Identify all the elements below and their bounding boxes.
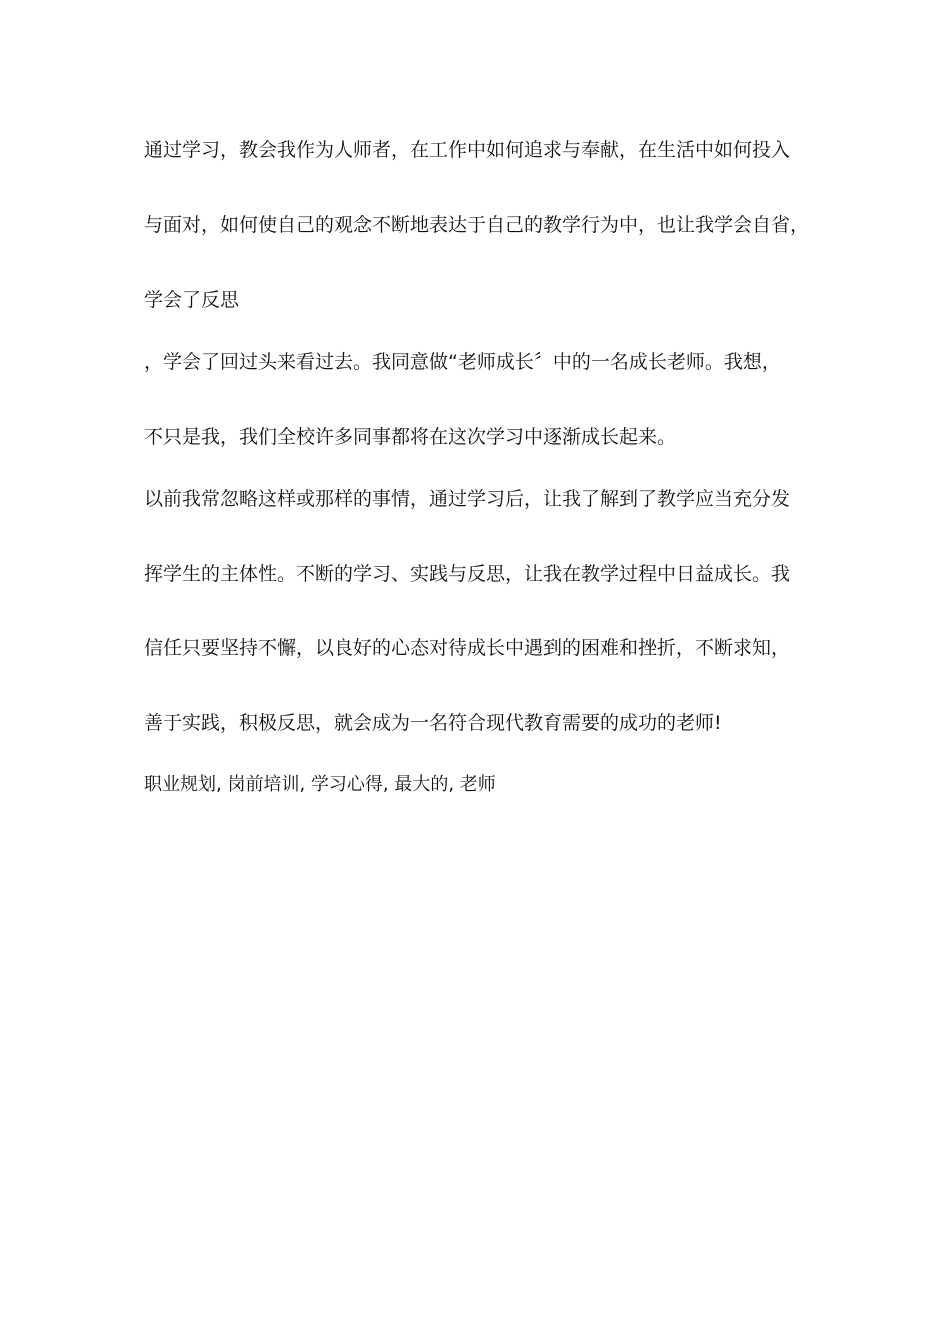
paragraph-line: 不只是我，我们全校许多同事都将在这次学习中逐渐成长起来。 xyxy=(144,426,677,448)
paragraph-line: 信任只要坚持不懈，以良好的心态对待成长中遇到的困难和挫折，不断求知， xyxy=(144,637,791,659)
paragraph-line: 通过学习，教会我作为人师者，在工作中如何追求与奉献，在生活中如何投入 xyxy=(144,139,791,161)
keywords-line: 职业规划, 岗前培训, 学习心得, 最大的, 老师 xyxy=(144,774,496,795)
paragraph-line: 以前我常忽略这样或那样的事情，通过学习后，让我了解到了教学应当充分发 xyxy=(144,488,791,510)
paragraph-line: ，学会了回过头来看过去。我同意做“老师成长〞中的一名成长老师。我想， xyxy=(144,351,781,373)
paragraph-line: 挥学生的主体性。不断的学习、实践与反思，让我在教学过程中日益成长。我 xyxy=(144,563,791,585)
paragraph-line: 善于实践，积极反思，就会成为一名符合现代教育需要的成功的老师! xyxy=(144,712,722,734)
paragraph-line: 学会了反思 xyxy=(144,289,240,311)
paragraph-line: 与面对，如何使自己的观念不断地表达于自己的教学行为中，也让我学会自省， xyxy=(144,214,810,236)
